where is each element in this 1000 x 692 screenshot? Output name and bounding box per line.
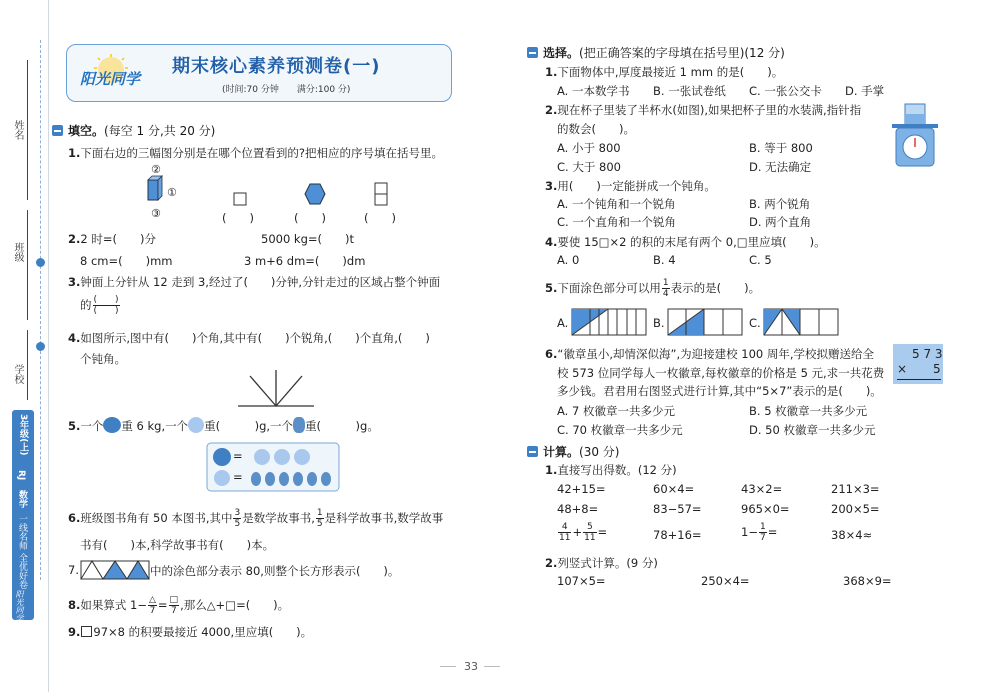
side-grade: 3年级(上) bbox=[18, 414, 28, 456]
option-a[interactable]: A. bbox=[557, 316, 569, 330]
question-1-2c: 8 cm=( )mm bbox=[80, 254, 173, 268]
section-marker-icon bbox=[527, 47, 538, 58]
option-a[interactable]: A. 小于 800 bbox=[557, 141, 621, 155]
calc-item: 60×4= bbox=[653, 482, 695, 496]
option-c[interactable]: C. 70 枚徽章一共多少元 bbox=[557, 423, 683, 437]
question-1-2b: 5000 kg=( )t bbox=[261, 232, 354, 246]
question-2-5: 5.下面涂色部分可以用 $\frac{1}{4}$ 表示的是( )。 bbox=[545, 278, 761, 299]
section-label: 填空。 bbox=[68, 124, 105, 138]
option-c[interactable]: C. 一张公交卡 bbox=[749, 84, 822, 98]
angles-figure-icon bbox=[236, 368, 316, 410]
option-d[interactable]: D. 两个直角 bbox=[749, 215, 812, 229]
section-points: (30 分) bbox=[579, 445, 620, 459]
option-a[interactable]: A. 7 枚徽章一共多少元 bbox=[557, 404, 675, 418]
option-a[interactable]: A. 一本数学书 bbox=[557, 84, 630, 98]
page-subtitle: (时间:70 分钟 满分:100 分) bbox=[222, 85, 351, 95]
question-2-3: 3.用( )一定能拼成一个钝角。 bbox=[545, 179, 716, 193]
vertical-bottom-number: 5 bbox=[933, 362, 941, 376]
question-2-1: 1.下面物体中,厚度最接近 1 mm 的是( )。 bbox=[545, 65, 784, 79]
binding-dashed-line bbox=[40, 40, 41, 580]
option-b[interactable]: B. 4 bbox=[653, 253, 676, 267]
option-a[interactable]: A. 0 bbox=[557, 253, 580, 267]
calc-item: 107×5= bbox=[557, 574, 606, 588]
calc-item: 211×3= bbox=[831, 482, 880, 496]
view-label-1: ① bbox=[167, 186, 177, 199]
question-1-7-num: 7. bbox=[68, 563, 79, 577]
fraction-figure-a-icon bbox=[571, 308, 647, 336]
calc-item: 965×0= bbox=[741, 502, 790, 516]
binding-hole bbox=[36, 258, 45, 267]
question-2-4: 4.要使 15□×2 的积的末尾有两个 0,□里应填( )。 bbox=[545, 235, 826, 249]
calc-item: 200×5= bbox=[831, 502, 880, 516]
page-title: 期末核心素养预测卷(一) bbox=[172, 56, 381, 77]
calc-item: 250×4= bbox=[701, 574, 750, 588]
calc-item-fraction: 1− $\frac{1}{7}$ = bbox=[741, 522, 778, 543]
fruit-balance-figure-icon bbox=[206, 442, 340, 492]
class-write-line bbox=[27, 210, 28, 320]
question-1-9: 9. 97×8 的积要最接近 4000,里应填( )。 bbox=[68, 625, 313, 639]
calc-item: 368×9= bbox=[843, 574, 892, 588]
page-number: 33 bbox=[464, 660, 478, 673]
binding-hole bbox=[36, 342, 45, 351]
side-edition: RJ bbox=[16, 470, 26, 481]
question-1-6b: 书有( )本,科学故事书有( )本。 bbox=[80, 538, 275, 552]
option-b[interactable]: B. 两个锐角 bbox=[749, 197, 811, 211]
vertical-top-number: 5 7 3 bbox=[912, 347, 943, 361]
section-points: (每空 1 分,共 20 分) bbox=[104, 124, 216, 138]
question-1-2: 2.2 时=( )分 bbox=[68, 232, 156, 246]
question-1-3b: 的 $\frac{( )}{( )}$ bbox=[80, 295, 119, 316]
section-fill-in bbox=[52, 122, 215, 139]
kitchen-scale-icon bbox=[890, 102, 940, 168]
section-calc bbox=[527, 443, 619, 460]
calc-item: 83−57= bbox=[653, 502, 702, 516]
cantaloupe-icon bbox=[188, 417, 204, 433]
question-2-2b: 的数会( )。 bbox=[557, 122, 635, 136]
name-write-line bbox=[27, 60, 28, 200]
footer-dash bbox=[484, 666, 500, 667]
option-c[interactable]: C. 5 bbox=[749, 253, 772, 267]
option-c[interactable]: C. 大于 800 bbox=[557, 160, 621, 174]
name-label: 姓名 bbox=[12, 120, 23, 140]
question-1-7: 中的涂色部分表示 80,则整个长方形表示( )。 bbox=[150, 564, 400, 578]
vertical-times-sign: × bbox=[897, 362, 908, 376]
question-2-6c: 多少钱。君君用右图竖式进行计算,其中“5×7”表示的是( )。 bbox=[557, 384, 882, 398]
section-marker-icon bbox=[52, 125, 63, 136]
option-b[interactable]: B. bbox=[653, 316, 665, 330]
question-1-5: 5.一个 重 6 kg,一个 重( )g,一个 重( )g。 bbox=[68, 419, 379, 433]
option-b[interactable]: B. 5 枚徽章一共多少元 bbox=[749, 404, 868, 418]
vertical-rule bbox=[897, 379, 941, 380]
watermelon-icon bbox=[103, 417, 121, 433]
view-label-3: ③ bbox=[151, 207, 161, 220]
question-2-2: 2.现在杯子里装了半杯水(如图),如果把杯子里的水装满,指针指 bbox=[545, 103, 862, 117]
option-d[interactable]: D. 无法确定 bbox=[749, 160, 812, 174]
equals-sign: = bbox=[233, 470, 243, 484]
view-label-2: ② bbox=[151, 163, 161, 176]
side-series: 一线名师 全优好卷 bbox=[17, 514, 27, 589]
calc-item-fraction: $\frac{4}{11}$ + $\frac{5}{11}$ = bbox=[559, 522, 608, 543]
question-2-6: 6.“徽章虽小,却情深似海”,为迎接建校 100 周年,学校拟赠送给全 bbox=[545, 347, 875, 361]
triangle-rectangle-figure-icon bbox=[80, 560, 150, 580]
logo-text: 阳光同学 bbox=[80, 70, 141, 88]
question-1-6: 6.班级图书角有 50 本图书,其中 $\frac{3}{5}$ 是数学故事书, $\frac{1}{5}$ 是科学故事书,数学故事 bbox=[68, 508, 444, 529]
question-3-1: 1.直接写出得数。(12 分) bbox=[545, 463, 677, 477]
section-marker-icon bbox=[527, 446, 538, 457]
calc-item: 48+8= bbox=[557, 502, 599, 516]
section-label: 计算。 bbox=[543, 445, 580, 459]
option-b[interactable]: B. 一张试卷纸 bbox=[653, 84, 726, 98]
equals-sign: = bbox=[233, 449, 243, 463]
footer-dash bbox=[440, 666, 456, 667]
class-label: 班级 bbox=[12, 242, 23, 262]
option-d[interactable]: D. 50 枚徽章一共多少元 bbox=[749, 423, 876, 437]
option-c[interactable]: C. bbox=[749, 316, 761, 330]
side-logo: 阳光同学 bbox=[15, 590, 24, 622]
calc-item: 78+16= bbox=[653, 528, 702, 542]
question-1-8: 8.如果算式 1− $\frac{\triangle}{7}$ = $\frac{□}{7}$ ,那么△+□=( )。 bbox=[68, 595, 290, 616]
school-write-line bbox=[27, 330, 28, 400]
cube-figure-icon bbox=[140, 162, 188, 220]
section-choice bbox=[527, 44, 785, 61]
option-d[interactable]: D. 手掌 bbox=[845, 84, 885, 98]
answer-blank[interactable]: ( ) bbox=[222, 211, 254, 225]
pineapple-icon bbox=[293, 417, 305, 433]
side-subject: 数学 bbox=[17, 490, 27, 508]
school-label: 学校 bbox=[12, 364, 23, 384]
view-hexagon-icon bbox=[304, 182, 326, 206]
answer-blank[interactable]: ( ) bbox=[364, 211, 396, 225]
section-points: (把正确答案的字母填在括号里)(12 分) bbox=[579, 46, 785, 60]
question-1-4b: 个钝角。 bbox=[80, 352, 126, 366]
fraction-figure-b-icon bbox=[667, 308, 743, 336]
option-a[interactable]: A. 一个钝角和一个锐角 bbox=[557, 197, 676, 211]
fraction-figure-c-icon bbox=[763, 308, 839, 336]
question-1-3: 3.钟面上分针从 12 走到 3,经过了( )分钟,分针走过的区域占整个钟面 bbox=[68, 275, 441, 289]
calc-item: 43×2= bbox=[741, 482, 783, 496]
section-label: 选择。 bbox=[543, 46, 580, 60]
question-1-2d: 3 m+6 dm=( )dm bbox=[244, 254, 366, 268]
question-3-2: 2.列竖式计算。(9 分) bbox=[545, 556, 658, 570]
calc-item: 42+15= bbox=[557, 482, 606, 496]
view-split-rect-icon bbox=[374, 182, 388, 206]
question-1-4: 4.如图所示,图中有( )个角,其中有( )个锐角,( )个直角,( ) bbox=[68, 331, 430, 345]
calc-item: 38×4≈ bbox=[831, 528, 873, 542]
option-b[interactable]: B. 等于 800 bbox=[749, 141, 813, 155]
question-1-1: 1.下面右边的三幅图分别是在哪个位置看到的?把相应的序号填在括号里。 bbox=[68, 146, 443, 160]
view-square-icon bbox=[233, 192, 247, 206]
answer-blank[interactable]: ( ) bbox=[294, 211, 326, 225]
option-c[interactable]: C. 一个直角和一个锐角 bbox=[557, 215, 676, 229]
blank-box-icon bbox=[81, 626, 92, 637]
question-2-6b: 校 573 位同学每人一枚徽章,每枚徽章的价格是 5 元,求一共花费 bbox=[557, 366, 885, 380]
